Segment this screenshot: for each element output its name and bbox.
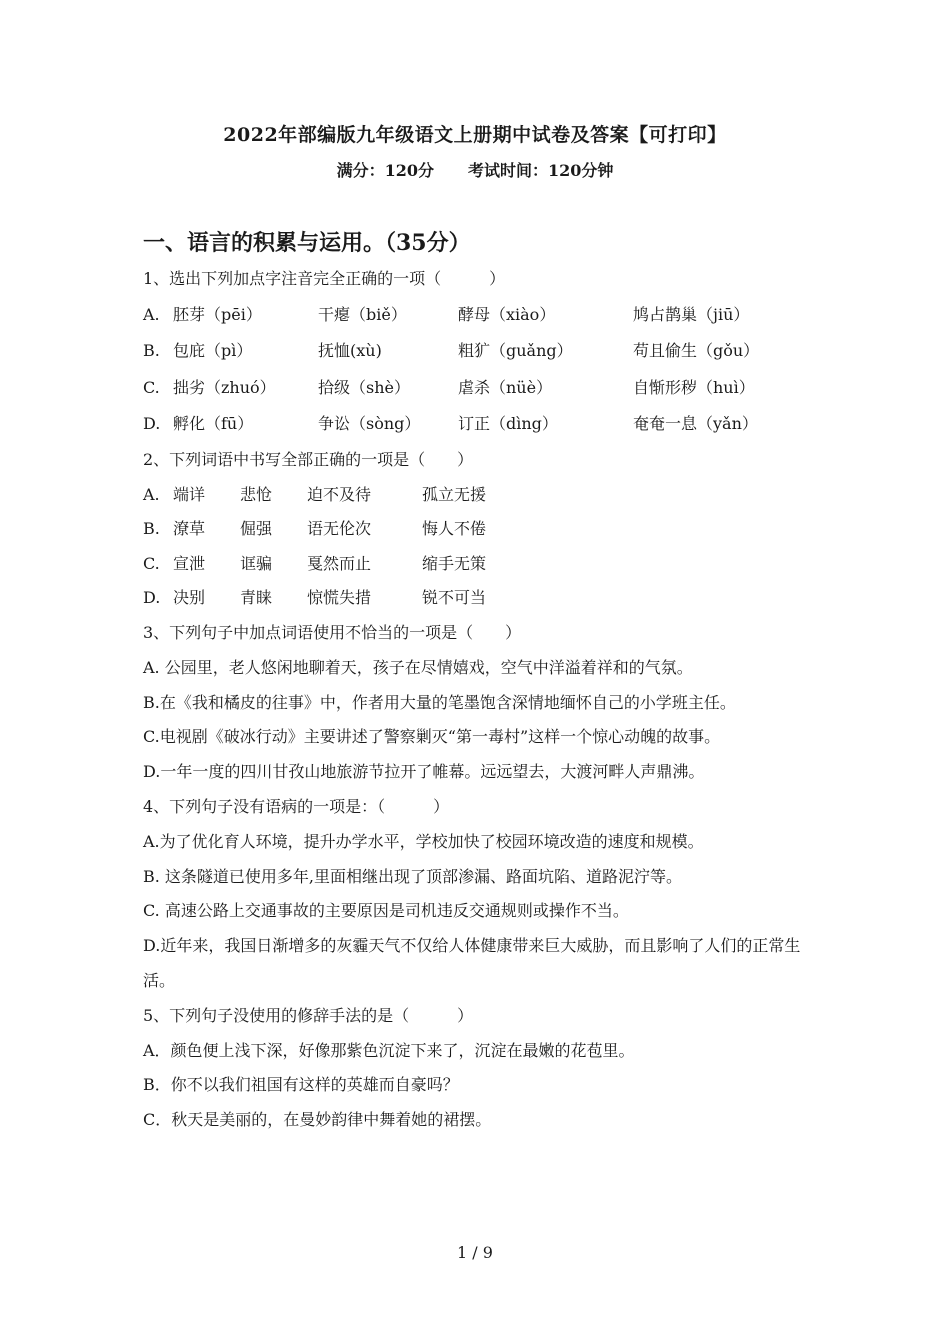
option-label: A.	[143, 484, 160, 504]
question-4-option-d: D.近年来，我国日渐增多的灰霾天气不仅给人体健康带来巨大威胁，而且影响了人们的正常生活。	[143, 936, 801, 990]
option-item: 酵母（xiào）	[458, 304, 556, 324]
question-1-stem: 1、选出下列加点字注音完全正确的一项（ ）	[143, 269, 506, 288]
question-3-option-a: A. 公园里，老人悠闲地聊着天，孩子在尽情嬉戏，空气中洋溢着祥和的气氛。	[143, 657, 693, 677]
option-item: 包庇（pì）	[173, 341, 253, 361]
option-item: 拙劣（zhuó）	[173, 377, 276, 397]
question-2-option-c	[143, 547, 813, 582]
full-score: 满分：120分	[336, 161, 434, 180]
option-label: D.	[143, 588, 161, 608]
option-label: C.	[143, 553, 160, 573]
question-4-stem: 4、下列句子没有语病的一项是：（ ）	[143, 796, 450, 816]
option-item: 争讼（sòng）	[318, 414, 421, 434]
option-word: 缩手无策	[422, 553, 487, 573]
option-item: 抚恤(xù)	[318, 341, 382, 361]
option-word: 锐不可当	[422, 588, 487, 608]
question-3-stem: 3、下列句子中加点词语使用不恰当的一项是（ ）	[143, 622, 522, 642]
question-list	[143, 262, 813, 1138]
option-word: 惊慌失措	[307, 588, 372, 608]
option-word: 悔人不倦	[422, 519, 487, 539]
option-label: A.	[143, 304, 160, 324]
option-item: 订正（dìng）	[458, 414, 558, 434]
option-item: 虐杀（nüè）	[458, 377, 553, 397]
option-item: 粗犷（guǎng）	[458, 341, 573, 361]
question-2-option-d	[143, 581, 813, 616]
question-4-option-c: C. 高速公路上交通事故的主要原因是司机违反交通规则或操作不当。	[143, 901, 629, 921]
question-3-option-c: C.电视剧《破冰行动》主要讲述了警察剿灭“第一毒村”这样一个惊心动魄的故事。	[143, 727, 721, 747]
question-2-stem: 2、下列词语中书写全部正确的一项是（ ）	[143, 449, 474, 469]
page-number: 1 / 9	[457, 1243, 493, 1262]
question-5-option-c: C．秋天是美丽的，在曼妙韵律中舞着她的裙摆。	[143, 1110, 492, 1130]
exam-info	[0, 158, 950, 181]
question-5-option-a: A．颜色便上浅下深，好像那紫色沉淀下来了，沉淀在最嫩的花苞里。	[143, 1040, 635, 1060]
question-3-option-b: B.在《我和橘皮的往事》中，作者用大量的笔墨饱含深情地缅怀自己的小学班主任。	[143, 692, 736, 712]
question-1-option-b	[143, 333, 813, 370]
option-word: 端详	[173, 484, 206, 504]
option-label: C.	[143, 377, 160, 397]
option-item: 孵化（fū）	[173, 414, 254, 434]
option-item: 奄奄一息（yǎn）	[633, 414, 758, 434]
question-1-option-a	[143, 297, 813, 334]
page-title: 2022年部编版九年级语文上册期中试卷及答案【可打印】	[223, 124, 727, 146]
option-item: 胚芽（pēi）	[173, 304, 262, 324]
option-word: 决别	[173, 588, 206, 608]
question-2-option-b	[143, 512, 813, 547]
option-label: D.	[143, 414, 161, 434]
option-word: 孤立无援	[422, 484, 487, 504]
option-word: 青睐	[240, 588, 273, 608]
exam-time: 考试时间：120分钟	[468, 161, 614, 180]
question-3-option-d: D.一年一度的四川甘孜山地旅游节拉开了帷幕。远远望去，大渡河畔人声鼎沸。	[143, 762, 705, 782]
option-item: 鸠占鹊巢（jiū）	[633, 304, 750, 324]
option-word: 倔强	[240, 519, 273, 539]
option-word: 戛然而止	[307, 553, 372, 573]
option-word: 宣泄	[173, 553, 206, 573]
section-heading: 一、语言的积累与运用。（35分）	[143, 230, 471, 256]
option-item: 拾级（shè）	[318, 377, 410, 397]
option-word: 诓骗	[240, 553, 273, 573]
option-item: 干瘪（biě）	[318, 304, 407, 324]
question-4-option-a: A.为了优化育人环境，提升办学水平，学校加快了校园环境改造的速度和规模。	[143, 831, 704, 851]
option-item: 苟且偷生（gǒu）	[633, 341, 760, 361]
question-4-option-b: B. 这条隧道已使用多年,里面相继出现了顶部渗漏、路面坑陷、道路泥泞等。	[143, 866, 683, 886]
question-2-option-a	[143, 478, 813, 513]
option-word: 迫不及待	[307, 484, 372, 504]
option-item: 自惭形秽（huì）	[633, 377, 755, 397]
option-word: 悲怆	[240, 484, 273, 504]
option-word: 语无伦次	[307, 519, 372, 539]
question-5-option-b: B．你不以我们祖国有这样的英雄而自豪吗？	[143, 1075, 459, 1095]
option-label: B.	[143, 519, 160, 539]
question-1-option-c	[143, 370, 813, 407]
question-1-option-d	[143, 406, 813, 443]
option-word: 潦草	[173, 519, 206, 539]
question-5-stem: 5、下列句子没使用的修辞手法的是（ ）	[143, 1005, 474, 1025]
option-label: B.	[143, 341, 160, 361]
